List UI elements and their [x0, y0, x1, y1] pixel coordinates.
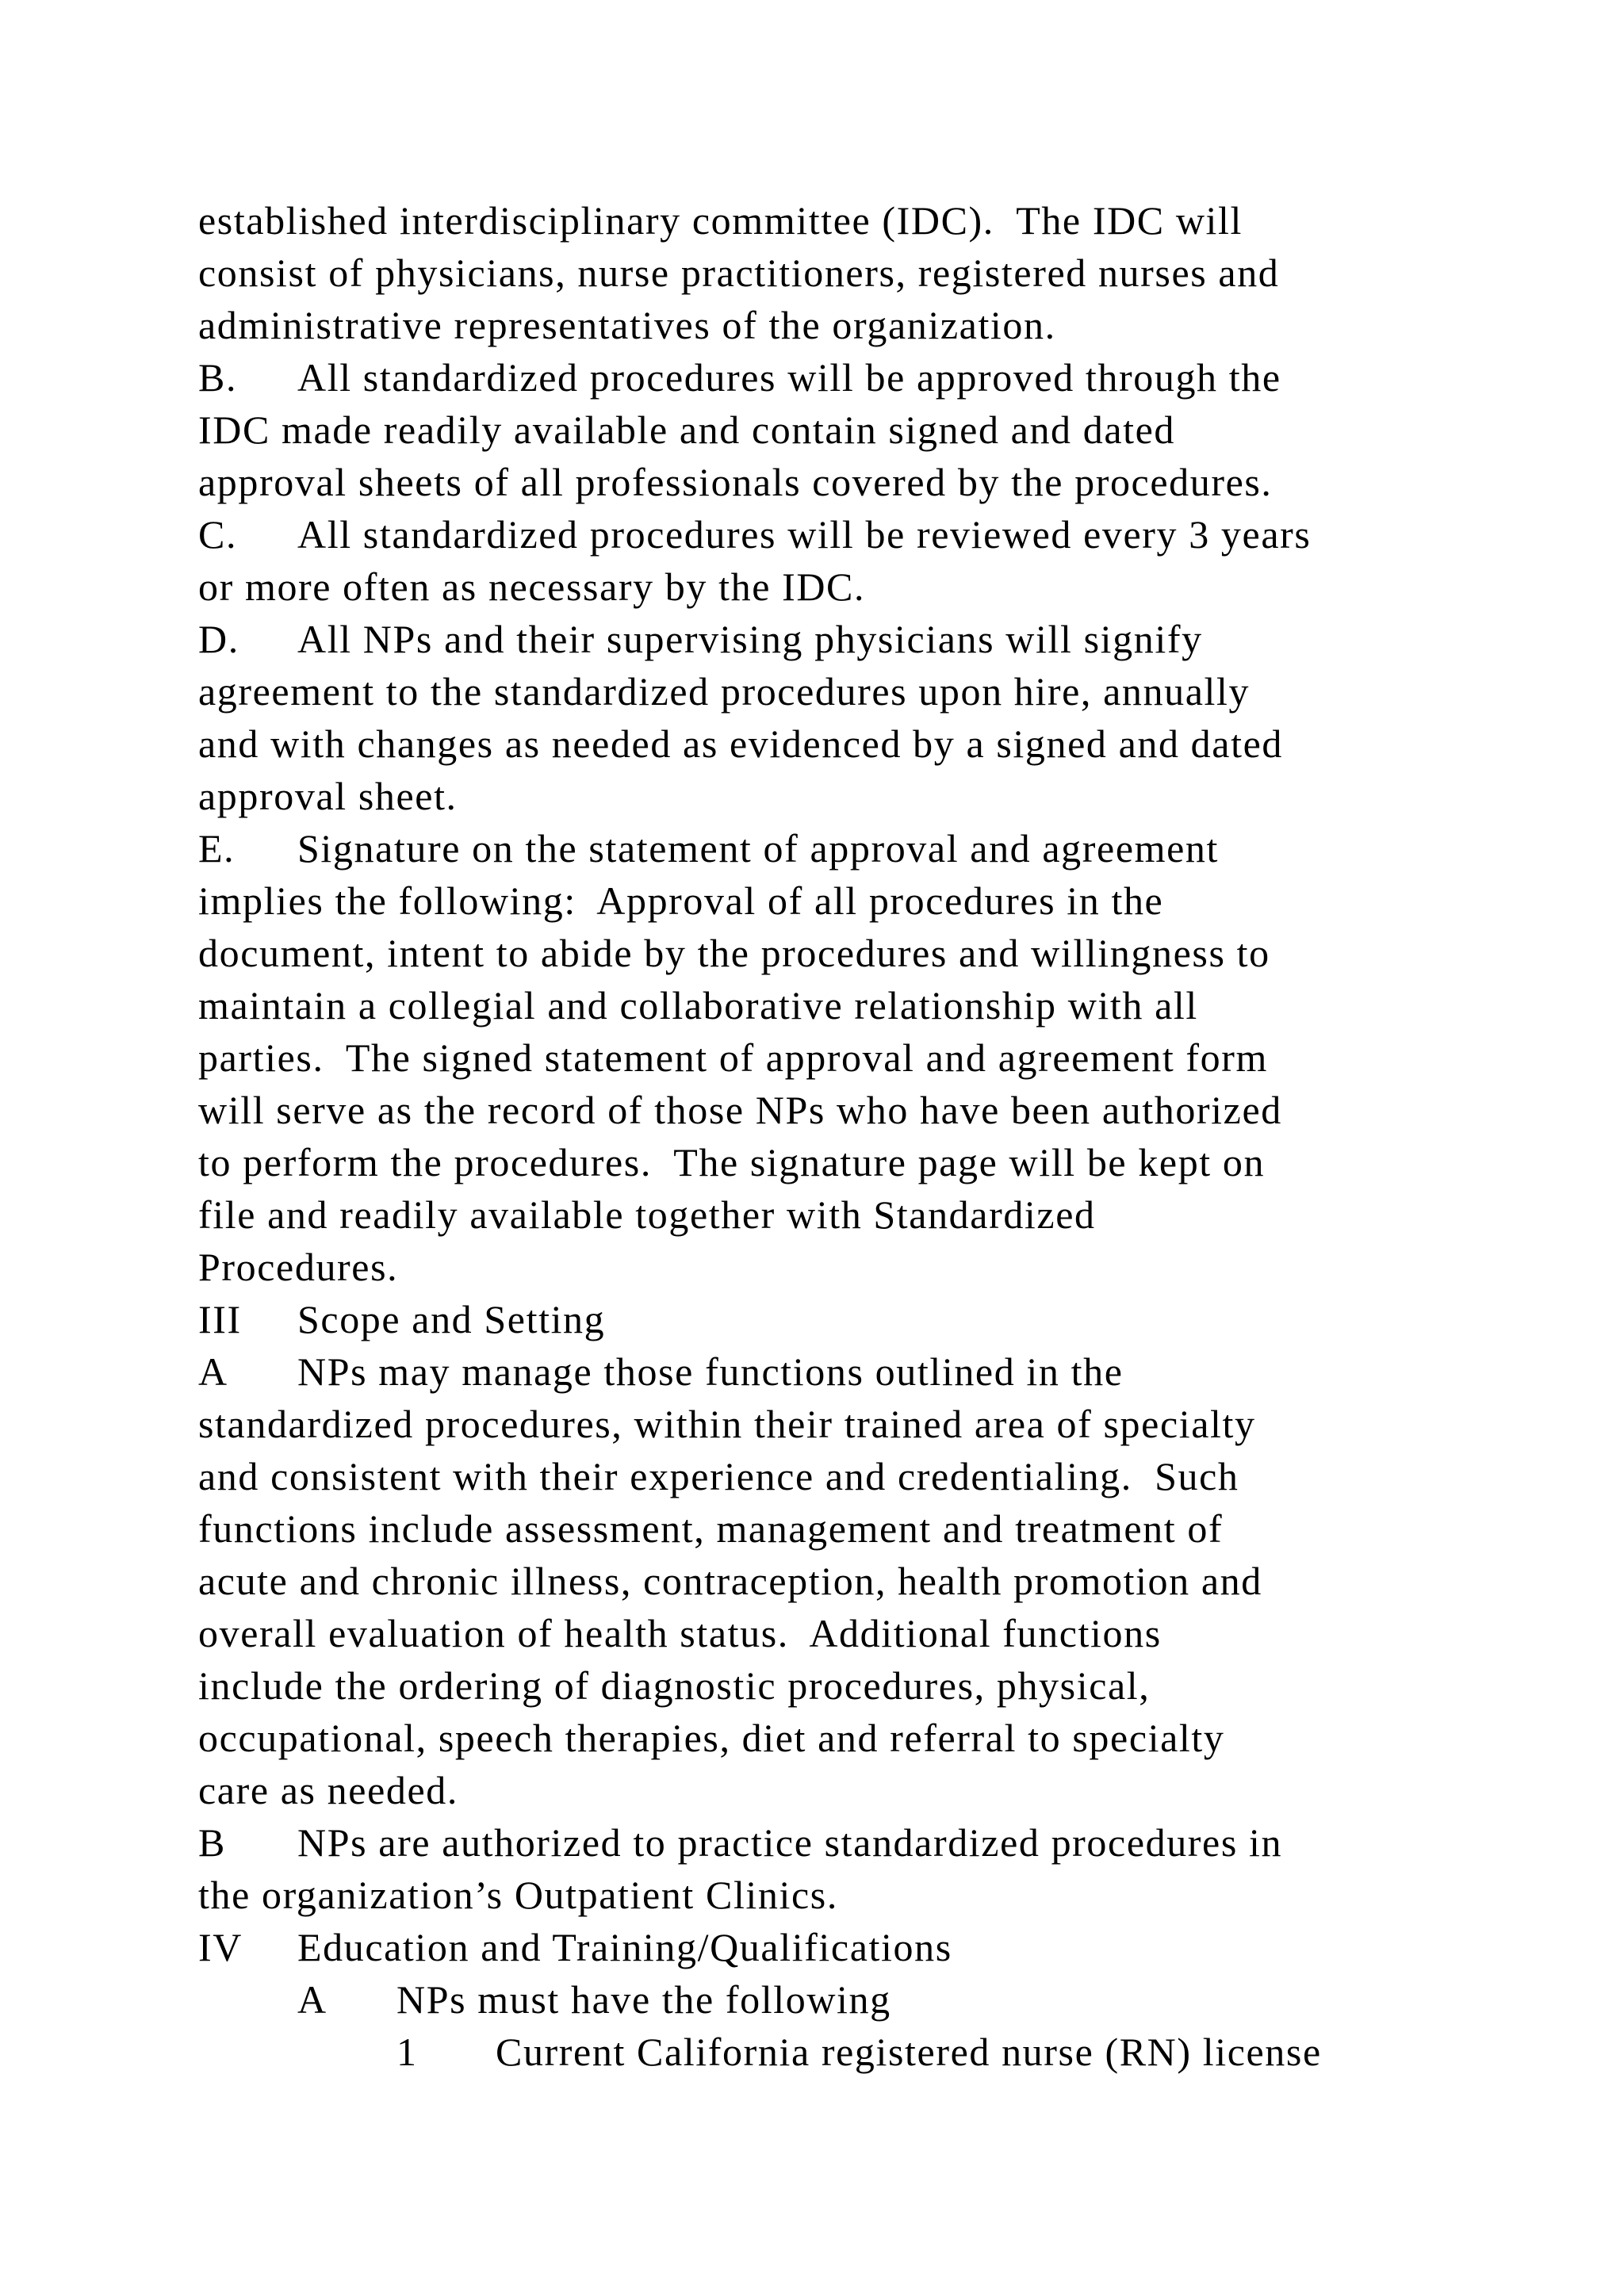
list-item-line: [198, 1921, 1507, 1973]
line-text: Procedures.: [198, 1245, 399, 1289]
line-text: All NPs and their supervising physicians will signify: [297, 617, 1203, 661]
list-item-line: [198, 351, 1507, 404]
paragraph-line: [198, 1764, 1507, 1816]
line-text: include the ordering of diagnostic procedures, physical,: [198, 1663, 1151, 1708]
line-text: and consistent with their experience and credentialing. Such: [198, 1454, 1239, 1498]
line-text: Education and Training/Qualifications: [297, 1925, 952, 1969]
paragraph-line: [198, 404, 1507, 456]
line-text: Current California registered nurse (RN) license: [496, 2030, 1322, 2074]
line-text: agreement to the standardized procedures upon hire, annually: [198, 669, 1251, 714]
paragraph-line: [198, 770, 1507, 822]
list-marker: B.: [198, 355, 238, 400]
paragraph-line: [198, 456, 1507, 508]
paragraph-line: [198, 1241, 1507, 1293]
paragraph-line: [198, 1031, 1507, 1084]
line-text: consist of physicians, nurse practitioners, registered nurses and: [198, 251, 1280, 295]
list-marker: D.: [198, 617, 239, 661]
line-text: to perform the procedures. The signature page will be kept on: [198, 1140, 1266, 1184]
line-text: NPs must have the following: [396, 1977, 891, 2022]
paragraph-line: [198, 194, 1507, 247]
line-text: file and readily available together with Standardized: [198, 1192, 1096, 1237]
line-text: Scope and Setting: [297, 1297, 606, 1341]
list-item-line: [198, 1816, 1507, 1869]
list-item-line: [198, 613, 1507, 665]
paragraph-line: [198, 1084, 1507, 1136]
paragraph-line: [198, 1398, 1507, 1450]
line-text: functions include assessment, management and treatment of: [198, 1506, 1224, 1551]
line-text: established interdisciplinary committee (IDC). The IDC will: [198, 198, 1243, 243]
line-text: IDC made readily available and contain signed and dated: [198, 408, 1176, 452]
paragraph-line: [198, 927, 1507, 979]
line-text: All standardized procedures will be reviewed every 3 years: [297, 512, 1312, 557]
list-marker: B: [198, 1820, 226, 1865]
paragraph-line: [198, 1188, 1507, 1241]
paragraph-line: [198, 247, 1507, 299]
line-text: NPs are authorized to practice standardized procedures in: [297, 1820, 1283, 1865]
line-text: All standardized procedures will be approved through the: [297, 355, 1281, 400]
line-text: approval sheet.: [198, 774, 458, 818]
list-marker: E.: [198, 826, 236, 871]
line-text: and with changes as needed as evidenced by a signed and dated: [198, 721, 1283, 766]
line-text: occupational, speech therapies, diet and referral to specialty: [198, 1716, 1225, 1760]
paragraph-line: [198, 874, 1507, 927]
line-text: acute and chronic illness, contraception, health promotion and: [198, 1559, 1262, 1603]
line-text: or more often as necessary by the IDC.: [198, 564, 866, 609]
line-text: parties. The signed statement of approval and agreement form: [198, 1035, 1269, 1080]
paragraph-line: [198, 1502, 1507, 1555]
paragraph-line: [198, 718, 1507, 770]
line-text: maintain a collegial and collaborative relationship with all: [198, 983, 1198, 1027]
paragraph-line: [198, 1555, 1507, 1607]
line-text: the organization’s Outpatient Clinics.: [198, 1873, 838, 1917]
list-item-line: [198, 822, 1507, 874]
paragraph-line: [198, 665, 1507, 718]
line-text: care as needed.: [198, 1768, 458, 1812]
list-marker: 1: [396, 2030, 418, 2074]
list-item-line: [198, 1293, 1507, 1345]
line-text: document, intent to abide by the procedures and willingness to: [198, 931, 1270, 975]
list-marker: IV: [198, 1925, 243, 1969]
line-text: standardized procedures, within their trained area of specialty: [198, 1402, 1256, 1446]
list-item-line: [198, 1345, 1507, 1398]
line-text: administrative representatives of the organization.: [198, 303, 1056, 347]
list-marker: A: [297, 1977, 327, 2022]
paragraph-line: [198, 1607, 1507, 1659]
line-text: approval sheets of all professionals covered by the procedures.: [198, 460, 1273, 504]
paragraph-line: [198, 1869, 1507, 1921]
line-text: implies the following: Approval of all procedures in the: [198, 878, 1164, 923]
paragraph-line: [198, 299, 1507, 351]
paragraph-line: [198, 979, 1507, 1031]
list-marker: III: [198, 1297, 242, 1341]
line-text: will serve as the record of those NPs who have been authorized: [198, 1088, 1282, 1132]
list-item-line: [198, 2026, 1507, 2078]
paragraph-line: [198, 561, 1507, 613]
list-marker: C.: [198, 512, 238, 557]
line-text: Signature on the statement of approval and agreement: [297, 826, 1219, 871]
paragraph-line: [198, 1659, 1507, 1712]
list-item-line: [198, 1973, 1507, 2026]
list-marker: A: [198, 1349, 228, 1394]
line-text: overall evaluation of health status. Additional functions: [198, 1611, 1162, 1655]
paragraph-line: [198, 1450, 1507, 1502]
paragraph-line: [198, 1712, 1507, 1764]
paragraph-line: [198, 1136, 1507, 1188]
document-body: [198, 194, 1507, 2078]
line-text: NPs may manage those functions outlined in the: [297, 1349, 1124, 1394]
list-item-line: [198, 508, 1507, 561]
